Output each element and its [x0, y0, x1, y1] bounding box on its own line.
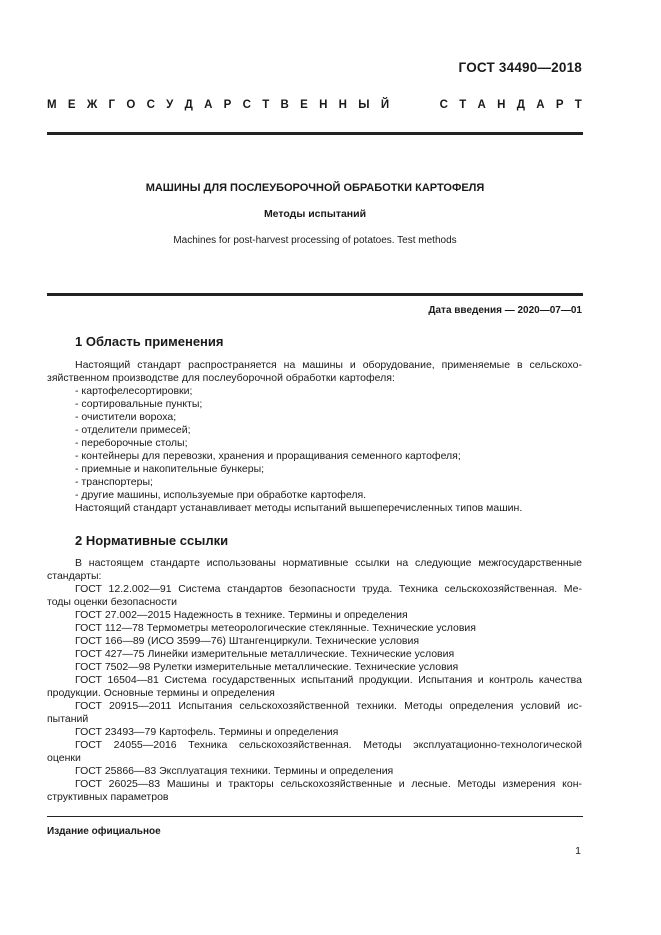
- list-item: - другие машины, используемые при обработке картофеля.: [75, 489, 367, 501]
- reference-item: ГОСТ 166—89 (ИСО 3599—76) Штангенциркули. Технические условия: [75, 635, 420, 647]
- reference-item-continuation: тоды оценки безопасности: [47, 596, 178, 608]
- section-1-heading: 1 Область применения: [75, 334, 224, 349]
- header-rule: [47, 132, 583, 135]
- banner-letter: У: [166, 99, 174, 111]
- footer-rule: [47, 816, 583, 817]
- banner-letter: Ж: [86, 99, 98, 111]
- section-1-intro-line-1: Настоящий стандарт распространяется на машины и оборудование, применяемые в сельскохо-: [75, 359, 582, 371]
- list-item: - сортировальные пункты;: [75, 398, 203, 410]
- list-item: - транспортеры;: [75, 476, 153, 488]
- english-title: Machines for post-harvest processing of potatoes. Test methods: [173, 235, 457, 246]
- section-2-body: [47, 557, 582, 804]
- reference-item-continuation: продукции. Основные термины и определения: [47, 687, 275, 699]
- banner-letter: С: [439, 99, 448, 111]
- reference-item: ГОСТ 16504—81 Система государственных испытаний продукции. Испытания и контроль качества: [75, 674, 582, 686]
- banner-letter: О: [126, 99, 136, 111]
- banner-gap: [400, 99, 428, 111]
- banner-letter: Т: [262, 99, 270, 111]
- banner-letter: Й: [380, 99, 390, 111]
- reference-item: ГОСТ 427—75 Линейки измерительные металлические. Технические условия: [75, 648, 455, 660]
- banner-letter: Ы: [358, 99, 370, 111]
- reference-item: ГОСТ 23493—79 Картофель. Термины и определения: [75, 726, 339, 738]
- reference-item: ГОСТ 25866—83 Эксплуатация техники. Термины и определения: [75, 765, 394, 777]
- official-edition-label: Издание официальное: [47, 826, 161, 837]
- banner-letter: Т: [459, 99, 467, 111]
- banner-letter: Р: [555, 99, 564, 111]
- list-item: - переборочные столы;: [75, 437, 188, 449]
- banner-letter: Н: [338, 99, 347, 111]
- banner-letter: Е: [67, 99, 76, 111]
- banner-letter: А: [204, 99, 213, 111]
- section-1-closing: Настоящий стандарт устанавливает методы испытаний вышеперечисленных типов машин.: [75, 502, 523, 514]
- banner-letter: А: [536, 99, 545, 111]
- list-item: - картофелесортировки;: [75, 385, 193, 397]
- page-number: 1: [575, 845, 581, 857]
- section-2-intro-line-2: стандарты:: [47, 570, 102, 582]
- banner-letter: С: [146, 99, 155, 111]
- reference-item: ГОСТ 7502—98 Рулетки измерительные металлические. Технические условия: [75, 661, 459, 673]
- banner-letter: Е: [300, 99, 308, 111]
- banner-letter: Т: [574, 99, 582, 111]
- reference-item: ГОСТ 12.2.002—91 Система стандартов безопасности труда. Техника сельскохозяйственная. Ме-: [75, 583, 582, 595]
- reference-item-continuation: пытаний: [47, 713, 89, 725]
- section-1-intro-line-2: зяйственном производстве для послеуборочной обработки картофеля:: [47, 372, 395, 384]
- reference-item-continuation: структивных параметров: [47, 791, 169, 803]
- list-item: - контейнеры для перевозки, хранения и проращивания семенного картофеля;: [75, 450, 461, 462]
- banner-letter: Н: [319, 99, 328, 111]
- reference-item: ГОСТ 20915—2011 Испытания сельскохозяйственной техники. Методы определения условий ис-: [75, 700, 582, 712]
- banner-letter: М: [47, 99, 57, 111]
- banner-letter: С: [242, 99, 251, 111]
- list-item: - отделители примесей;: [75, 424, 191, 436]
- scope-list: [75, 385, 582, 502]
- introduction-date: Дата введения — 2020—07—01: [428, 305, 582, 316]
- banner-letter: Р: [223, 99, 232, 111]
- standard-banner: [47, 99, 582, 111]
- section-2-intro-line-1: В настоящем стандарте использованы нормативные ссылки на следующие межгосударственные: [75, 557, 582, 569]
- reference-item: ГОСТ 27.002—2015 Надежность в технике. Термины и определения: [75, 609, 408, 621]
- list-item: - приемные и накопительные бункеры;: [75, 463, 265, 475]
- banner-letter: В: [280, 99, 289, 111]
- reference-item-continuation: оценки: [47, 752, 81, 764]
- references-list: [47, 583, 582, 804]
- list-item: - очистители вороха;: [75, 411, 177, 423]
- document-subtitle: Методы испытаний: [263, 208, 367, 220]
- gost-number: ГОСТ 34490—2018: [458, 60, 582, 75]
- banner-letter: Д: [184, 99, 193, 111]
- reference-item: ГОСТ 112—78 Термометры метеорологические стеклянные. Технические условия: [75, 622, 476, 634]
- banner-letter: Г: [108, 99, 116, 111]
- banner-letter: Д: [516, 99, 525, 111]
- title-rule: [47, 293, 583, 296]
- banner-letter: А: [477, 99, 486, 111]
- banner-letter: Н: [497, 99, 506, 111]
- section-2-heading: 2 Нормативные ссылки: [75, 533, 229, 548]
- reference-item: ГОСТ 26025—83 Машины и тракторы сельскохозяйственные и лесные. Методы измерения кон-: [75, 778, 582, 790]
- document-title: МАШИНЫ ДЛЯ ПОСЛЕУБОРОЧНОЙ ОБРАБОТКИ КАРТОФЕЛЯ: [145, 182, 485, 194]
- reference-item: ГОСТ 24055—2016 Техника сельскохозяйственная. Методы эксплуатационно-технологической: [75, 739, 582, 751]
- section-1-body: [47, 359, 582, 515]
